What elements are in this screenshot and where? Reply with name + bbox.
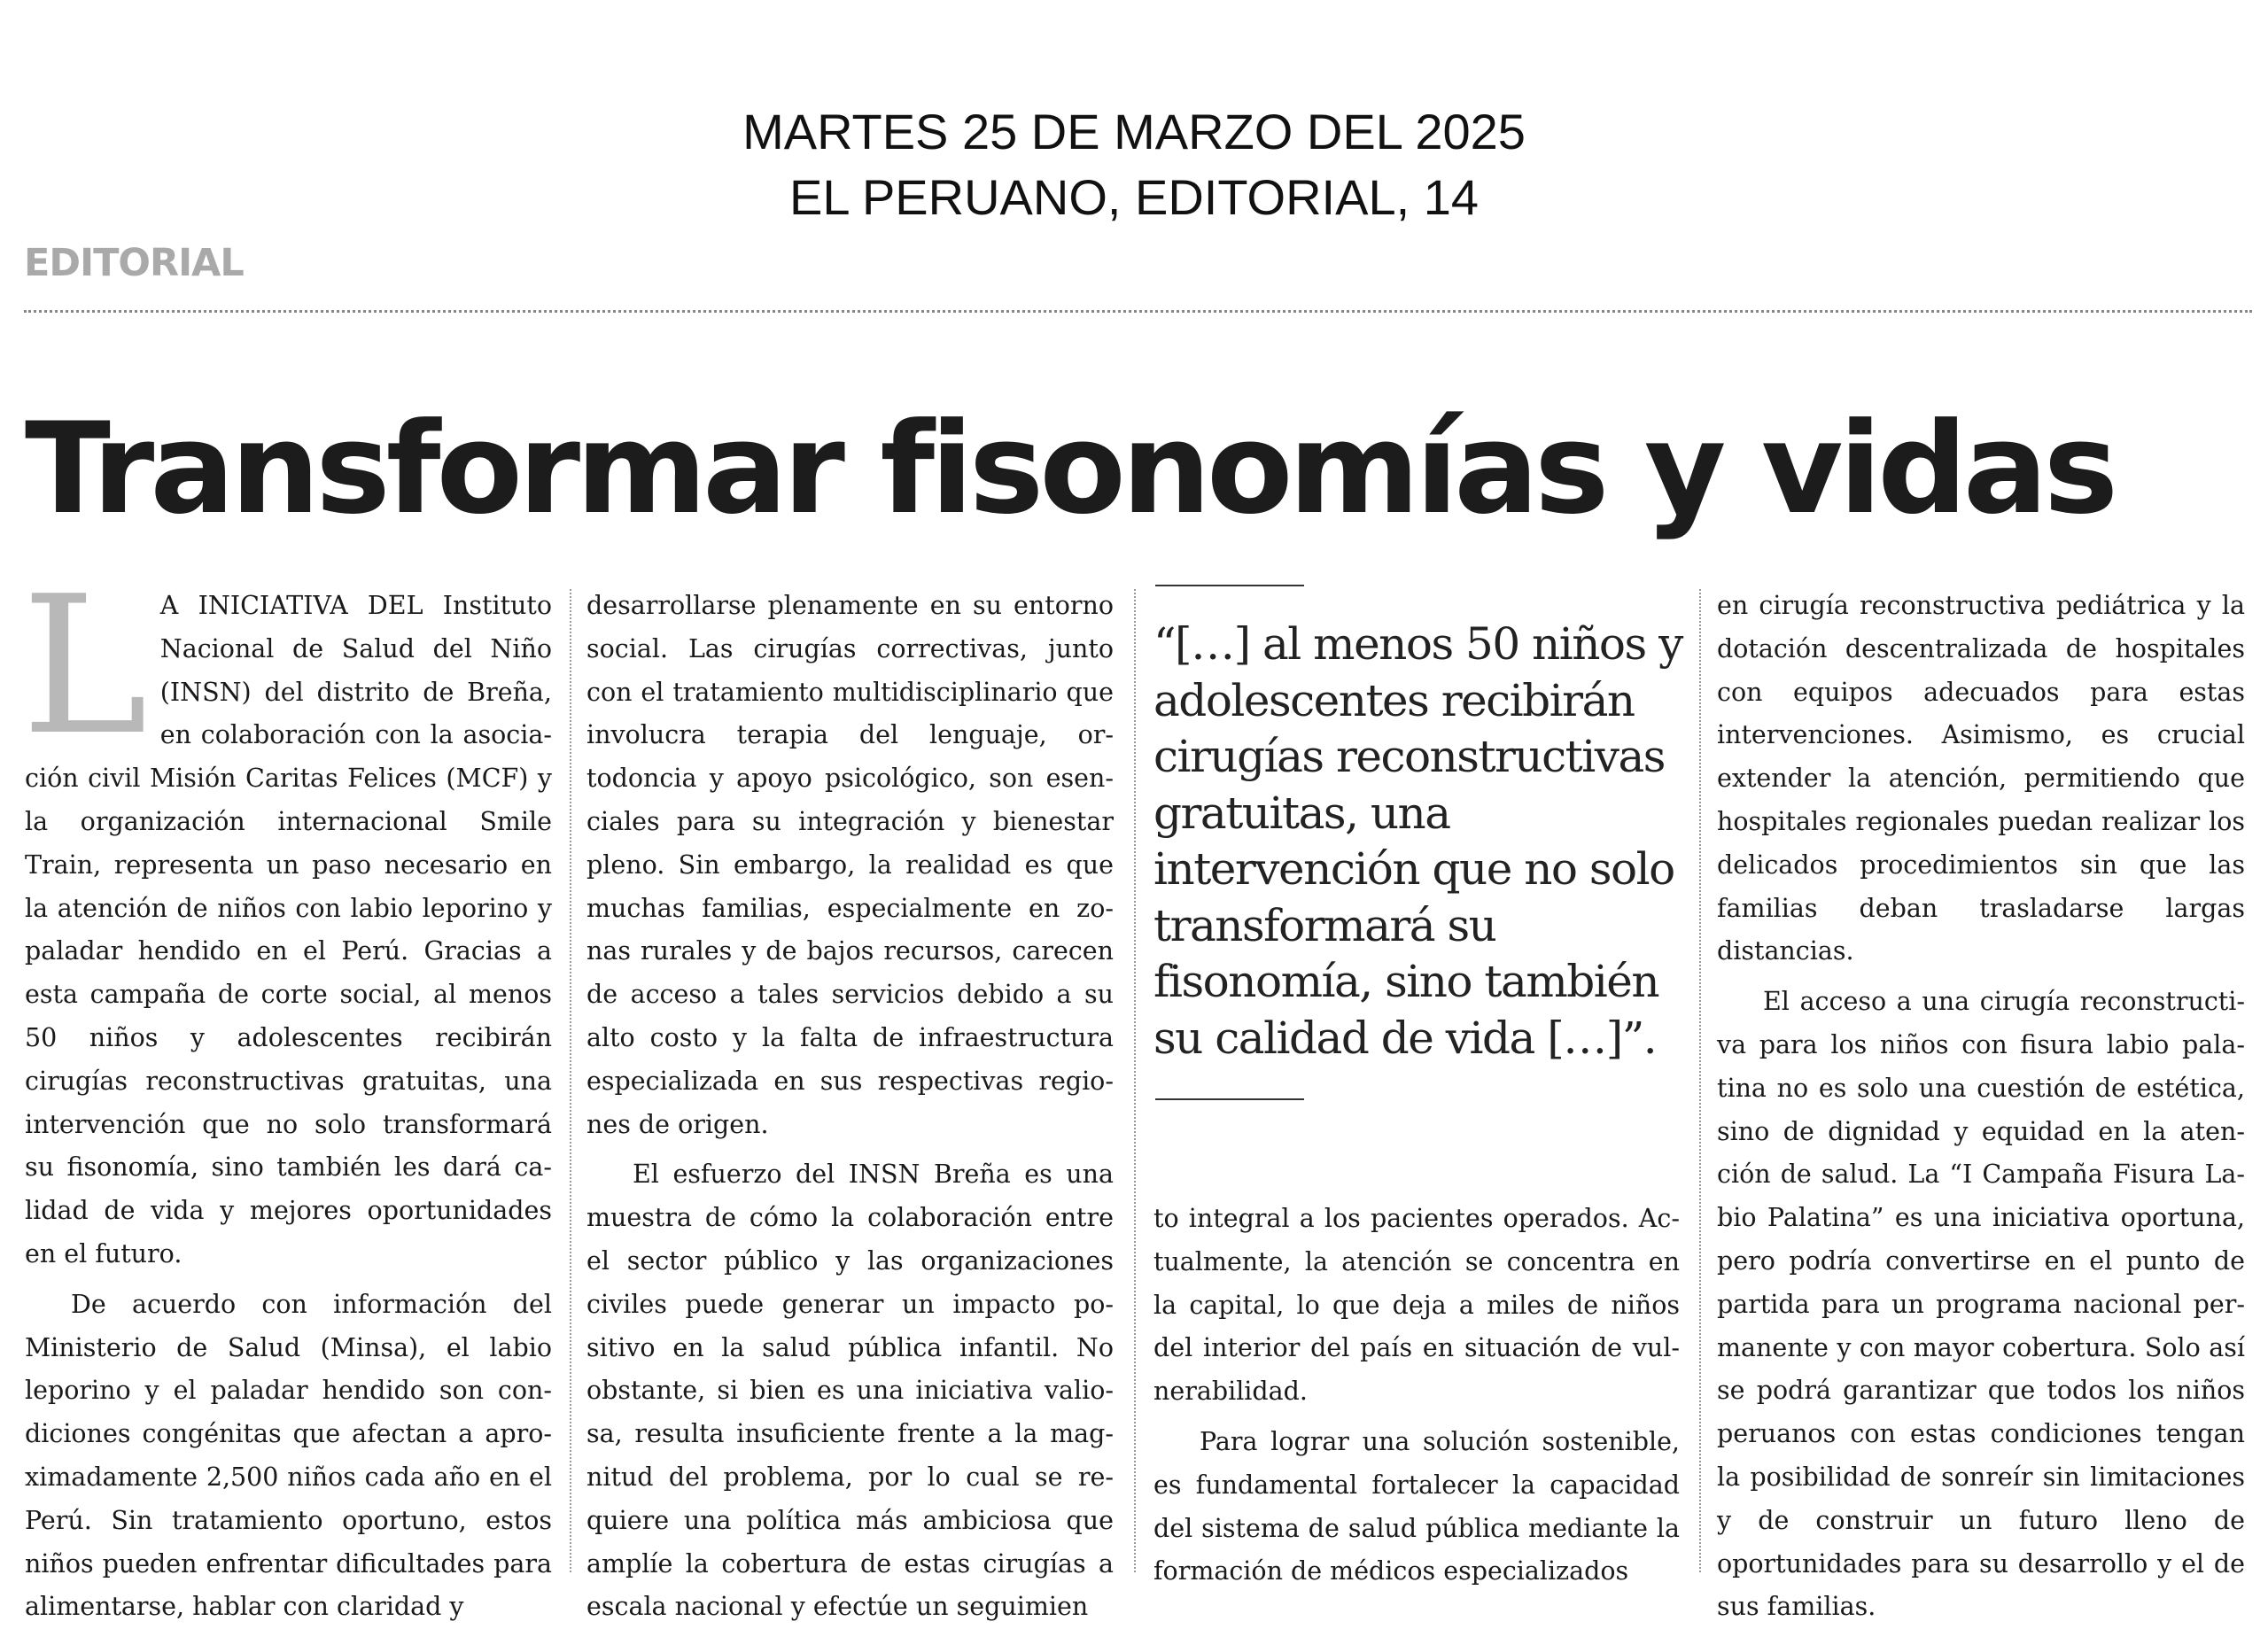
column-divider xyxy=(1134,589,1136,1572)
drop-cap: L xyxy=(21,555,148,777)
article-paragraph: en cirugía reconstructiva pediátrica y la dotación descentralizada de hospitales con equipos adecuados para estas intervenciones. Asimismo, es crucial extender la atención, permitiendo que hospitales regionales puedan realizar los delicados procedimientos sin que las familias deban trasladarse largas distancias. xyxy=(1717,591,2245,966)
section-label: EDITORIAL xyxy=(24,241,244,285)
article-column-2 xyxy=(586,585,1114,1629)
column-divider xyxy=(1699,589,1701,1572)
headline: Transformar fisonomías y vidas xyxy=(25,396,2115,542)
date-line: MARTES 25 DE MARZO DEL 2025 xyxy=(742,104,1526,159)
article-paragraph: Para lograr una solución sostenible, es fundamental fortalecer la capacidad del sistema de salud pública mediante la formación de médicos especializados xyxy=(1153,1426,1680,1586)
quote-rule-top xyxy=(1155,585,1304,586)
paragraph-text: A INICIATIVA DEL Instituto Nacional de Salud del Niño (INSN) del distrito de Breña, en colaboración con la asociación civil Misión Caritas Felices (MCF) y la organización internacional Smile Train, representa un paso necesario en la atención de niños con labio leporino y paladar hendido en el Perú. Gracias a esta campaña de corte social, al menos 50 niños y adolescentes recibirán cirugías reconstructivas gratuitas, una intervención que no solo transformará su fisonomía, sino también les dará calidad de vida y mejores oportunidades en el futuro. xyxy=(25,591,552,1268)
section-divider xyxy=(24,310,2252,313)
article-paragraph: El esfuerzo del INSN Breña es una muestra de cómo la colaboración entre el sector público y las organizaciones civiles puede generar un impacto positivo en la salud pública infantil. No obstante, si bien es una iniciativa valiosa, resulta insuficiente frente a la magnitud del problema, por lo cual se requiere una política más ambiciosa que amplíe la cobertura de estas cirugías a escala nacional y efectúe un seguimien xyxy=(586,1160,1114,1622)
pull-quote-text: “[…] al menos 50 niños y adolescentes recibirán cirugías reconstructivas gratuitas, una intervención que no solo transformará su fisonomía, sino también su calidad de vida […]”. xyxy=(1153,618,1682,1064)
pull-quote xyxy=(1153,585,1685,1100)
quote-rule-bottom xyxy=(1155,1098,1304,1100)
article-paragraph xyxy=(21,555,552,1276)
article-column-3 xyxy=(1153,1198,1680,1594)
article-paragraph: De acuerdo con información del Ministerio de Salud (Minsa), el labio leporino y el paladar hendido son condiciones congénitas que afectan a aproximadamente 2,500 niños cada año en el Perú. Sin tratamiento oportuno, estos niños pueden enfrentar dificultades para alimentarse, hablar con claridad y xyxy=(25,1289,552,1622)
article-paragraph: to integral a los pacientes operados. Actualmente, la atención se concentra en la capital, lo que deja a miles de niños del interior del país en situación de vulnerabilidad. xyxy=(1153,1204,1680,1407)
article-paragraph: desarrollarse plenamente en su entorno social. Las cirugías correctivas, junto con el tratamiento multidisciplinario que involucra terapia del lenguaje, ortodoncia y apoyo psicológico, son esenciales para su integración y bienestar pleno. Sin embargo, la realidad es que muchas familias, especialmente en zonas rurales y de bajos recursos, carecen de acceso a tales servicios debido a su alto costo y la falta de infraestructura especializada en sus respectivas regiones de origen. xyxy=(586,591,1114,1139)
article-paragraph: El acceso a una cirugía reconstructiva para los niños con fisura labio palatina no es solo una cuestión de estética, sino de dignidad y equidad en la atención de salud. La “I Campaña Fisura Labio Palatina” es una iniciativa oportuna, pero podría convertirse en el punto de partida para un programa nacional permanente y con mayor cobertura. Solo así se podrá garantizar que todos los niños peruanos con estas condiciones tengan la posibilidad de sonreír sin limitaciones y de construir un futuro lleno de oportunidades para su desarrollo y el de sus familias. xyxy=(1717,987,2245,1622)
column-divider xyxy=(570,589,571,1572)
source-line: EL PERUANO, EDITORIAL, 14 xyxy=(788,169,1480,225)
article-column-1 xyxy=(21,555,552,1629)
article-column-4 xyxy=(1717,585,2245,1629)
